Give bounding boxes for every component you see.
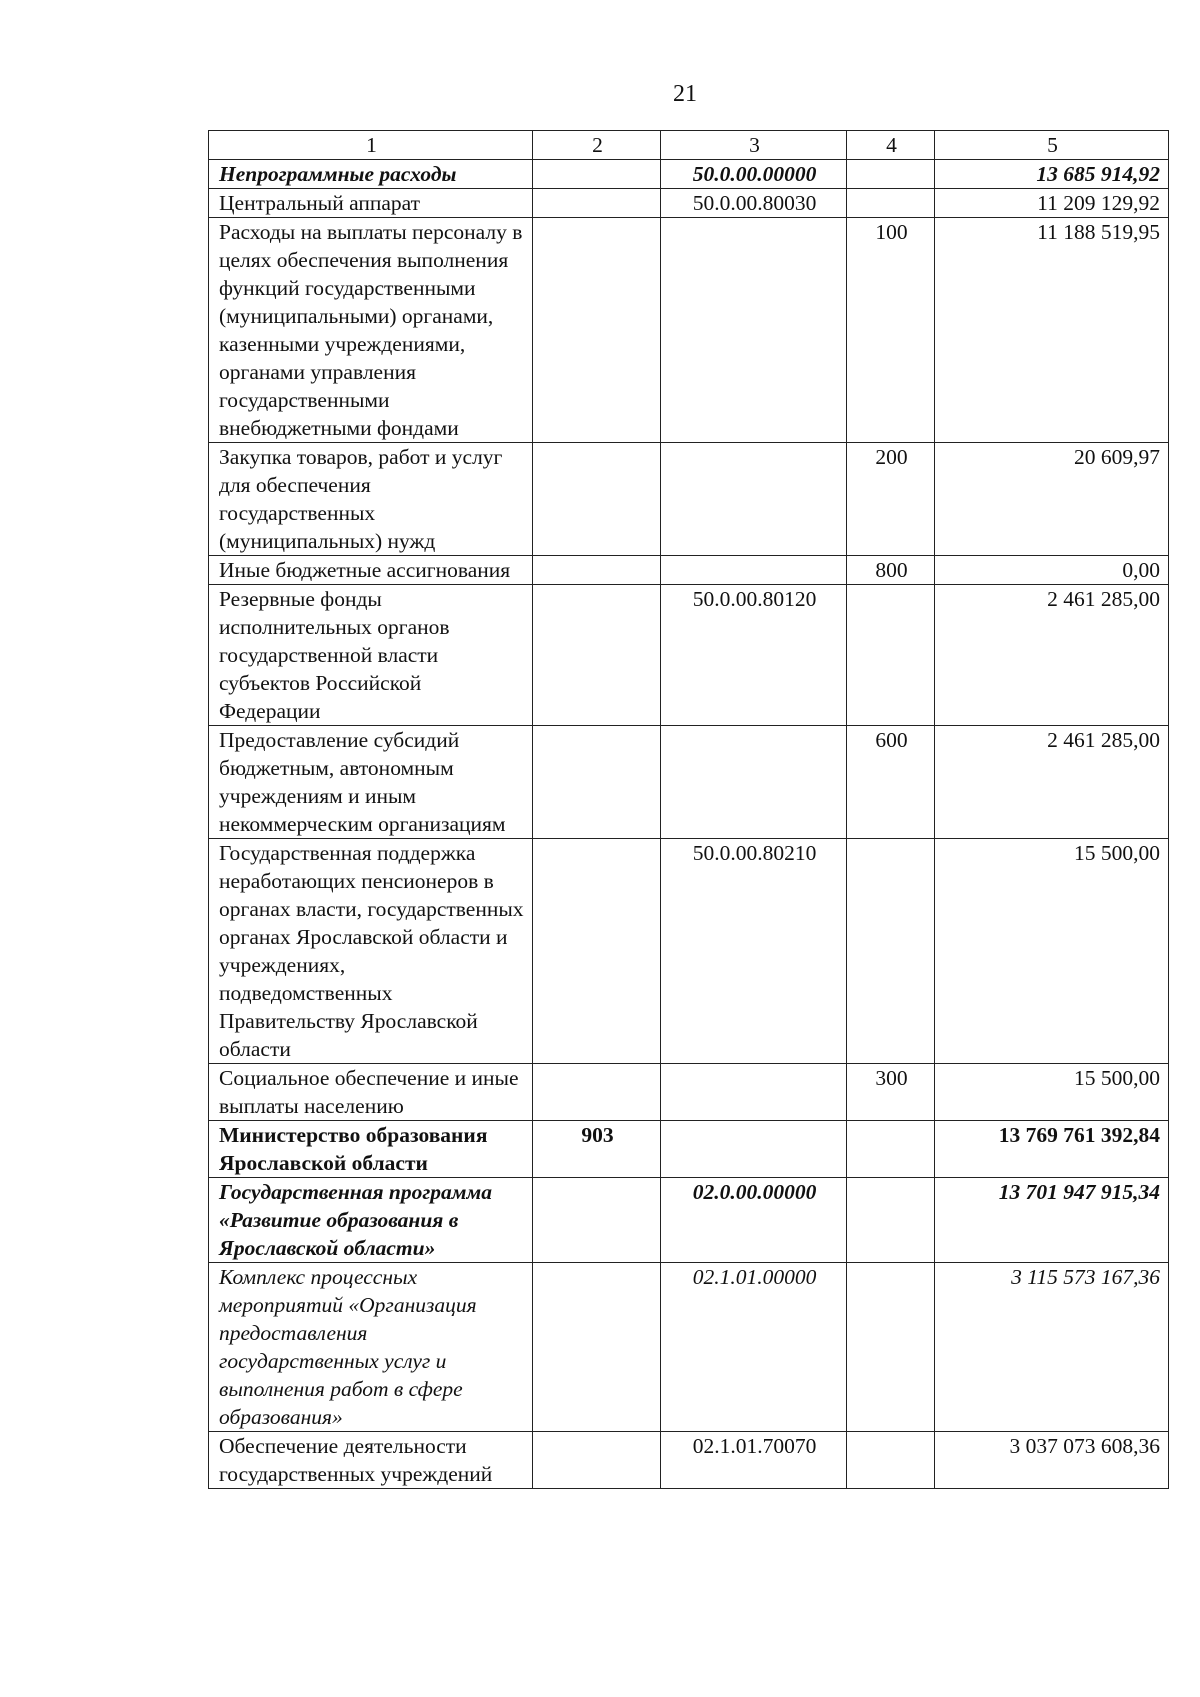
- row-ministry-code-cell: [533, 1432, 661, 1489]
- table-header-row: [209, 131, 1169, 160]
- table-row: [209, 218, 1169, 443]
- row-amount-cell: 13 685 914,92: [935, 160, 1169, 189]
- row-amount-cell: 20 609,97: [935, 443, 1169, 556]
- row-ministry-code-cell: [533, 443, 661, 556]
- row-amount-cell: 0,00: [935, 556, 1169, 585]
- row-name-cell: Предоставление субсидий бюджетным, автономным учреждениям и иным некоммерческим организациям: [209, 726, 533, 839]
- row-expense-type-cell: [847, 1432, 935, 1489]
- row-amount-cell: 15 500,00: [935, 839, 1169, 1064]
- table-row: [209, 160, 1169, 189]
- row-amount-cell: 13 769 761 392,84: [935, 1121, 1169, 1178]
- header-cell: 3: [661, 131, 847, 160]
- table-row: [209, 1121, 1169, 1178]
- table-row: [209, 839, 1169, 1064]
- row-expense-type-cell: 200: [847, 443, 935, 556]
- row-target-code-cell: 50.0.00.80030: [661, 189, 847, 218]
- header-cell: 5: [935, 131, 1169, 160]
- table-row: [209, 556, 1169, 585]
- row-name-cell: Расходы на выплаты персоналу в целях обеспечения выполнения функций государственными (муниципальными) органами, казенными учреждениями, органами управления государственными внебюджетными фондами: [209, 218, 533, 443]
- row-ministry-code-cell: [533, 218, 661, 443]
- row-target-code-cell: [661, 218, 847, 443]
- row-amount-cell: 3 037 073 608,36: [935, 1432, 1169, 1489]
- row-amount-cell: 11 188 519,95: [935, 218, 1169, 443]
- budget-table: [208, 130, 1169, 1489]
- row-expense-type-cell: 300: [847, 1064, 935, 1121]
- row-amount-cell: 2 461 285,00: [935, 726, 1169, 839]
- row-amount-cell: 3 115 573 167,36: [935, 1263, 1169, 1432]
- row-ministry-code-cell: 903: [533, 1121, 661, 1178]
- row-ministry-code-cell: [533, 585, 661, 726]
- row-expense-type-cell: [847, 839, 935, 1064]
- table-row: [209, 1263, 1169, 1432]
- row-ministry-code-cell: [533, 189, 661, 218]
- row-target-code-cell: [661, 443, 847, 556]
- row-name-cell: Государственная программа «Развитие образования в Ярославской области»: [209, 1178, 533, 1263]
- row-name-cell: Обеспечение деятельности государственных учреждений: [209, 1432, 533, 1489]
- row-target-code-cell: [661, 1064, 847, 1121]
- row-target-code-cell: [661, 1121, 847, 1178]
- row-expense-type-cell: [847, 585, 935, 726]
- row-expense-type-cell: [847, 189, 935, 218]
- row-expense-type-cell: [847, 1178, 935, 1263]
- row-ministry-code-cell: [533, 1064, 661, 1121]
- header-cell: 1: [209, 131, 533, 160]
- row-name-cell: Непрограммные расходы: [209, 160, 533, 189]
- row-name-cell: Закупка товаров, работ и услуг для обеспечения государственных (муниципальных) нужд: [209, 443, 533, 556]
- row-name-cell: Иные бюджетные ассигнования: [209, 556, 533, 585]
- row-target-code-cell: [661, 726, 847, 839]
- row-expense-type-cell: 600: [847, 726, 935, 839]
- row-ministry-code-cell: [533, 1263, 661, 1432]
- row-amount-cell: 13 701 947 915,34: [935, 1178, 1169, 1263]
- table-row: [209, 1064, 1169, 1121]
- table-row: [209, 443, 1169, 556]
- row-name-cell: Министерство образования Ярославской области: [209, 1121, 533, 1178]
- row-ministry-code-cell: [533, 839, 661, 1064]
- row-ministry-code-cell: [533, 556, 661, 585]
- table-row: [209, 726, 1169, 839]
- page-number: 21: [673, 81, 697, 107]
- row-amount-cell: 2 461 285,00: [935, 585, 1169, 726]
- row-name-cell: Социальное обеспечение и иные выплаты населению: [209, 1064, 533, 1121]
- table-row: [209, 189, 1169, 218]
- header-cell: 2: [533, 131, 661, 160]
- row-ministry-code-cell: [533, 160, 661, 189]
- row-target-code-cell: 50.0.00.00000: [661, 160, 847, 189]
- table-row: [209, 585, 1169, 726]
- row-expense-type-cell: [847, 1263, 935, 1432]
- row-ministry-code-cell: [533, 1178, 661, 1263]
- row-name-cell: Комплекс процессных мероприятий «Организация предоставления государственных услуг и выполнения работ в сфере образования»: [209, 1263, 533, 1432]
- header-cell: 4: [847, 131, 935, 160]
- row-target-code-cell: 50.0.00.80120: [661, 585, 847, 726]
- row-amount-cell: 11 209 129,92: [935, 189, 1169, 218]
- row-name-cell: Государственная поддержка неработающих пенсионеров в органах власти, государственных органах Ярославской области и учреждениях, подведомственных Правительству Ярославской области: [209, 839, 533, 1064]
- row-target-code-cell: 02.1.01.70070: [661, 1432, 847, 1489]
- row-target-code-cell: [661, 556, 847, 585]
- row-expense-type-cell: 800: [847, 556, 935, 585]
- table-row: [209, 1178, 1169, 1263]
- row-name-cell: Резервные фонды исполнительных органов государственной власти субъектов Российской Федерации: [209, 585, 533, 726]
- row-amount-cell: 15 500,00: [935, 1064, 1169, 1121]
- row-expense-type-cell: [847, 160, 935, 189]
- row-target-code-cell: 02.1.01.00000: [661, 1263, 847, 1432]
- table-row: [209, 1432, 1169, 1489]
- row-target-code-cell: 50.0.00.80210: [661, 839, 847, 1064]
- row-ministry-code-cell: [533, 726, 661, 839]
- row-expense-type-cell: 100: [847, 218, 935, 443]
- row-name-cell: Центральный аппарат: [209, 189, 533, 218]
- row-expense-type-cell: [847, 1121, 935, 1178]
- row-target-code-cell: 02.0.00.00000: [661, 1178, 847, 1263]
